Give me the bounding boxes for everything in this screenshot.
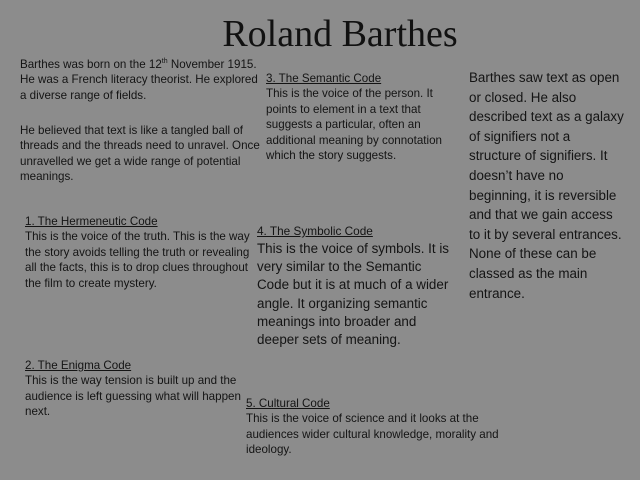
symbolic-code-block <box>257 223 455 349</box>
belief-text: He believed that text is like a tangled ball of threads and the threads need to unravel. Once unravelled we get a wide range of potential meanings. <box>20 124 260 184</box>
hermeneutic-code-heading: 1. The Hermeneutic Code <box>25 215 158 228</box>
birth-text-pre: Barthes was born on the 12 <box>20 58 162 71</box>
semantic-code-heading: 3. The Semantic Code <box>266 72 382 85</box>
semantic-code-block <box>266 71 446 163</box>
slide-title: Roland Barthes <box>222 13 458 55</box>
enigma-code-body: This is the way tension is built up and the audience is left guessing what will happen next. <box>25 374 241 419</box>
enigma-code-heading: 2. The Enigma Code <box>25 359 132 372</box>
symbolic-code-body: This is the voice of symbols. It is very similar to the Semantic Code but it is at much of a wider angle. It organizing semantic meanings into broader and deeper sets of meaning. <box>257 241 449 348</box>
hermeneutic-code-block <box>25 214 263 291</box>
birth-text-post: November 1915. He was a French literacy theorist. He explored a diverse range of fields. <box>20 58 258 102</box>
semantic-code-body: This is the voice of the person. It points to element in a text that suggests a particular, often an additional meaning by connotation which the story suggests. <box>266 87 442 163</box>
cultural-code-body: This is the voice of science and it looks at the audiences wider cultural knowledge, morality and ideology. <box>246 412 499 457</box>
cultural-code-block <box>246 396 516 458</box>
symbolic-code-heading: 4. The Symbolic Code <box>257 224 373 238</box>
galaxy-text: Barthes saw text as open or closed. He also described text as a galaxy of signifiers not a structure of signifiers. It doesn’t have no beginning, it is reversible and that we gain access to it by several entrances. None of these can be classed as the main entrance. <box>469 70 624 301</box>
cultural-code-heading: 5. Cultural Code <box>246 397 330 410</box>
birth-text <box>20 57 260 103</box>
birth-text-superscript: th <box>161 58 168 66</box>
enigma-code-block <box>25 358 250 420</box>
hermeneutic-code-body: This is the voice of the truth. This is the way the story avoids telling the truth or revealing all the facts, this is to drop clues throughout the film to create mystery. <box>25 230 250 290</box>
